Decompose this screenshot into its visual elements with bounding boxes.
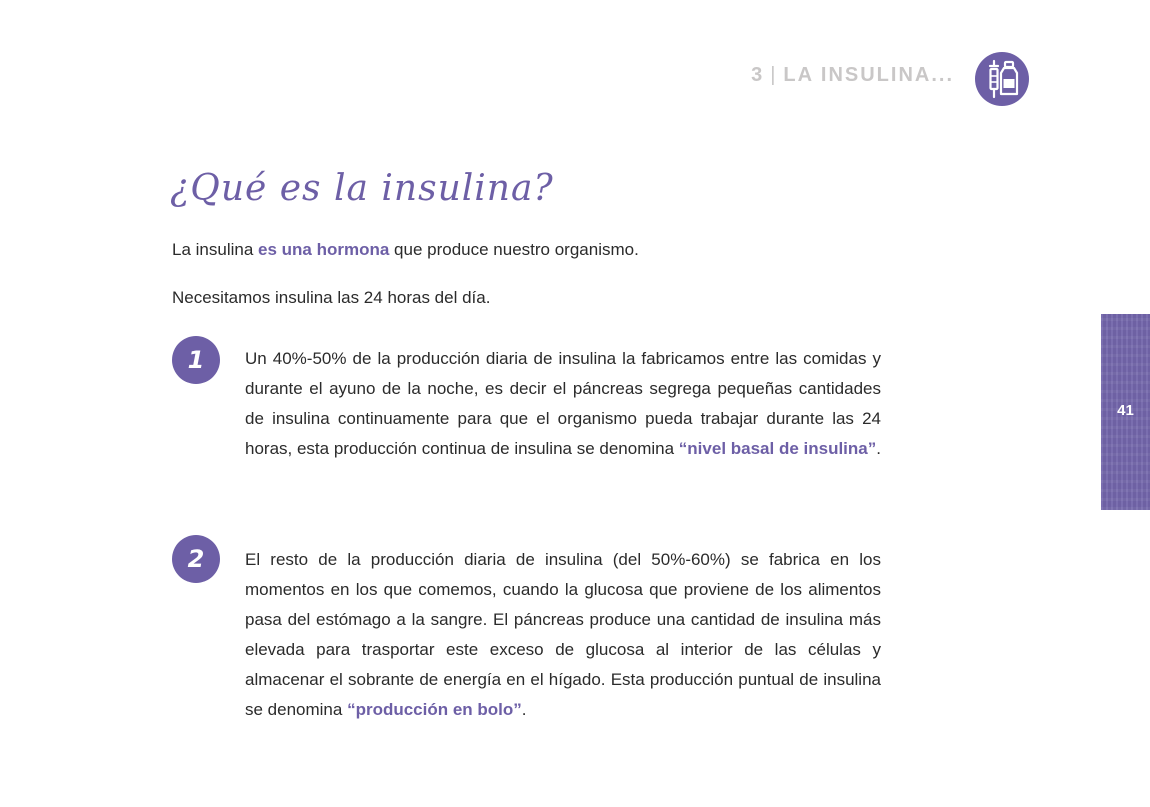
item-paragraph-2	[245, 545, 881, 725]
chapter-separator: |	[770, 64, 778, 86]
intro-paragraph-1	[172, 240, 639, 260]
item-1-text: Un 40%-50% de la producción diaria de insulina la fabricamos entre las comidas y durante el ayuno de la noche, es decir el páncreas segrega pequeñas cantidades de insulina continuamente para que el organismo pueda trabajar durante las 24 horas, esta producción continua de insulina se denomina	[245, 349, 881, 458]
chapter-title: LA INSULINA...	[783, 64, 954, 86]
item-number-badge: 2	[172, 535, 220, 583]
chapter-header	[751, 64, 954, 87]
item-2-highlight: “producción en bolo”	[347, 700, 522, 719]
page-title: ¿Qué es la insulina?	[170, 168, 554, 209]
page-tab	[1101, 314, 1150, 510]
intro-text-before: La insulina	[172, 240, 259, 259]
insulin-vial-syringe-icon	[975, 52, 1029, 106]
item-2-end: .	[521, 700, 527, 719]
item-paragraph-1	[245, 344, 881, 464]
item-number-badge: 1	[172, 336, 220, 384]
item-1-end: .	[876, 439, 881, 458]
item-1-highlight: “nivel basal de insulina”	[678, 439, 877, 458]
item-2-text: El resto de la producción diaria de insulina (del 50%-60%) se fabrica en los momentos en los que comemos, cuando la glucosa que proviene de los alimentos pasa del estómago a la sangre. El páncreas produce una cantidad de insulina más elevada para trasportar este exceso de glucosa al interior de las células y almacenar el sobrante de energía en el hígado. Esta producción puntual de insulina se denomina	[245, 550, 881, 719]
chapter-number: 3	[751, 64, 765, 86]
intro-highlight: es una hormona	[258, 240, 390, 259]
intro-paragraph-2: Necesitamos insulina las 24 horas del día.	[172, 288, 491, 307]
intro-text-after: que produce nuestro organismo.	[389, 240, 639, 259]
page-number: 41	[1117, 402, 1134, 419]
